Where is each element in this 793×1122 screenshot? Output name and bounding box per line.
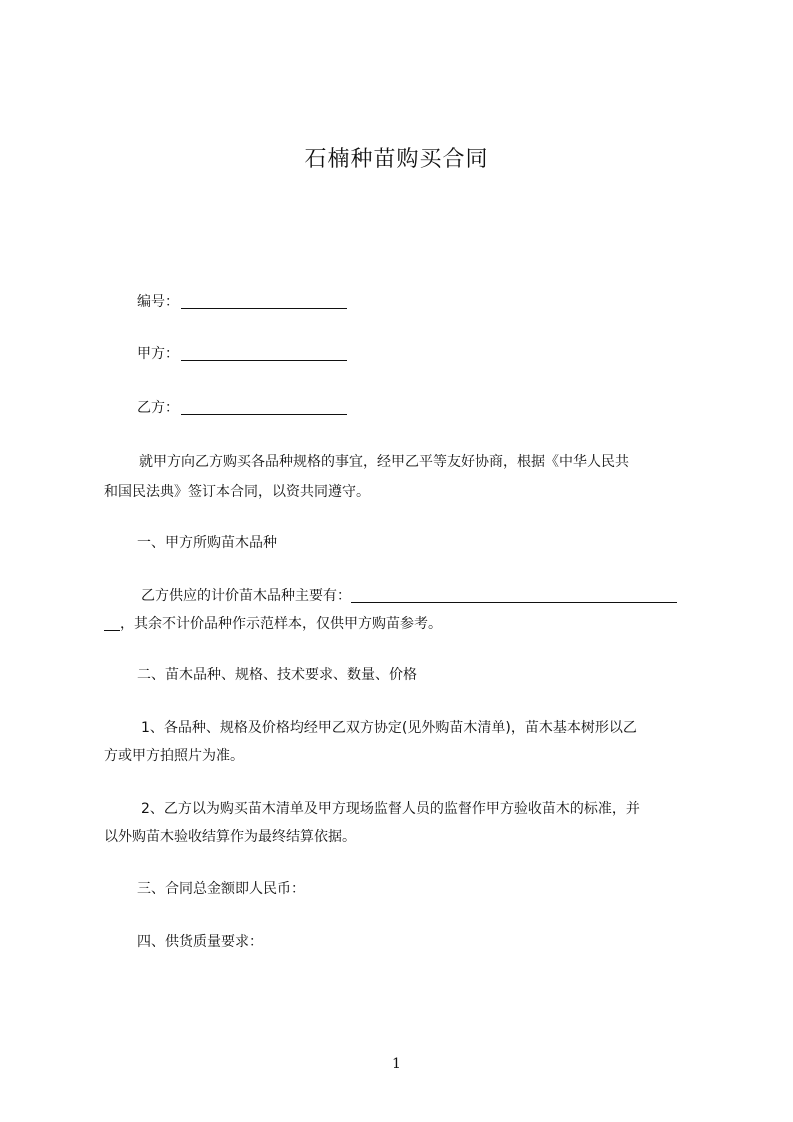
section1-supply-label: 乙方供应的计价苗木品种主要有： xyxy=(141,588,351,604)
section2-item1-line-1: 1、各品种、规格及价格均经甲乙双方协定(见外购苗木清单)，苗木基本树形以乙 xyxy=(141,720,637,736)
section2-item2-line-2: 以外购苗木验收结算作为最终结算依据。 xyxy=(104,829,356,845)
section2-item1-line-2: 方或甲方拍照片为准。 xyxy=(104,748,244,764)
section3-heading: 三、合同总金额即人民币： xyxy=(137,881,305,897)
document-title: 石楠种苗购买合同 xyxy=(304,147,489,172)
section2-item2-line-1: 2、乙方以为购买苗木清单及甲方现场监督人员的监督作甲方验收苗木的标准，并 xyxy=(141,801,640,817)
section4-heading: 四、供货质量要求： xyxy=(137,934,263,950)
number-label: 编号： xyxy=(137,294,179,310)
party-b-blank[interactable] xyxy=(181,400,347,415)
intro-line-2: 和国民法典》签订本合同，以资共同遵守。 xyxy=(104,484,370,500)
section1-line-2 xyxy=(104,614,442,634)
number-field xyxy=(137,292,347,312)
section1-heading: 一、甲方所购苗木品种 xyxy=(137,535,277,551)
section1-line-1 xyxy=(141,586,677,606)
party-a-field xyxy=(137,344,347,364)
species-blank[interactable] xyxy=(351,588,677,603)
party-b-label: 乙方： xyxy=(137,400,179,416)
section2-heading: 二、苗木品种、规格、技术要求、数量、价格 xyxy=(137,667,417,683)
number-blank[interactable] xyxy=(181,294,347,309)
page-number: 1 xyxy=(392,1056,401,1072)
species-blank-continued[interactable] xyxy=(104,616,120,631)
party-b-field xyxy=(137,398,347,418)
section1-note: ，其余不计价品种作示范样本，仅供甲方购苗参考。 xyxy=(120,616,442,632)
party-a-label: 甲方： xyxy=(137,346,179,362)
party-a-blank[interactable] xyxy=(181,346,347,361)
intro-line-1: 就甲方向乙方购买各品种规格的事宜，经甲乙平等友好协商，根据《中华人民共 xyxy=(139,454,629,470)
